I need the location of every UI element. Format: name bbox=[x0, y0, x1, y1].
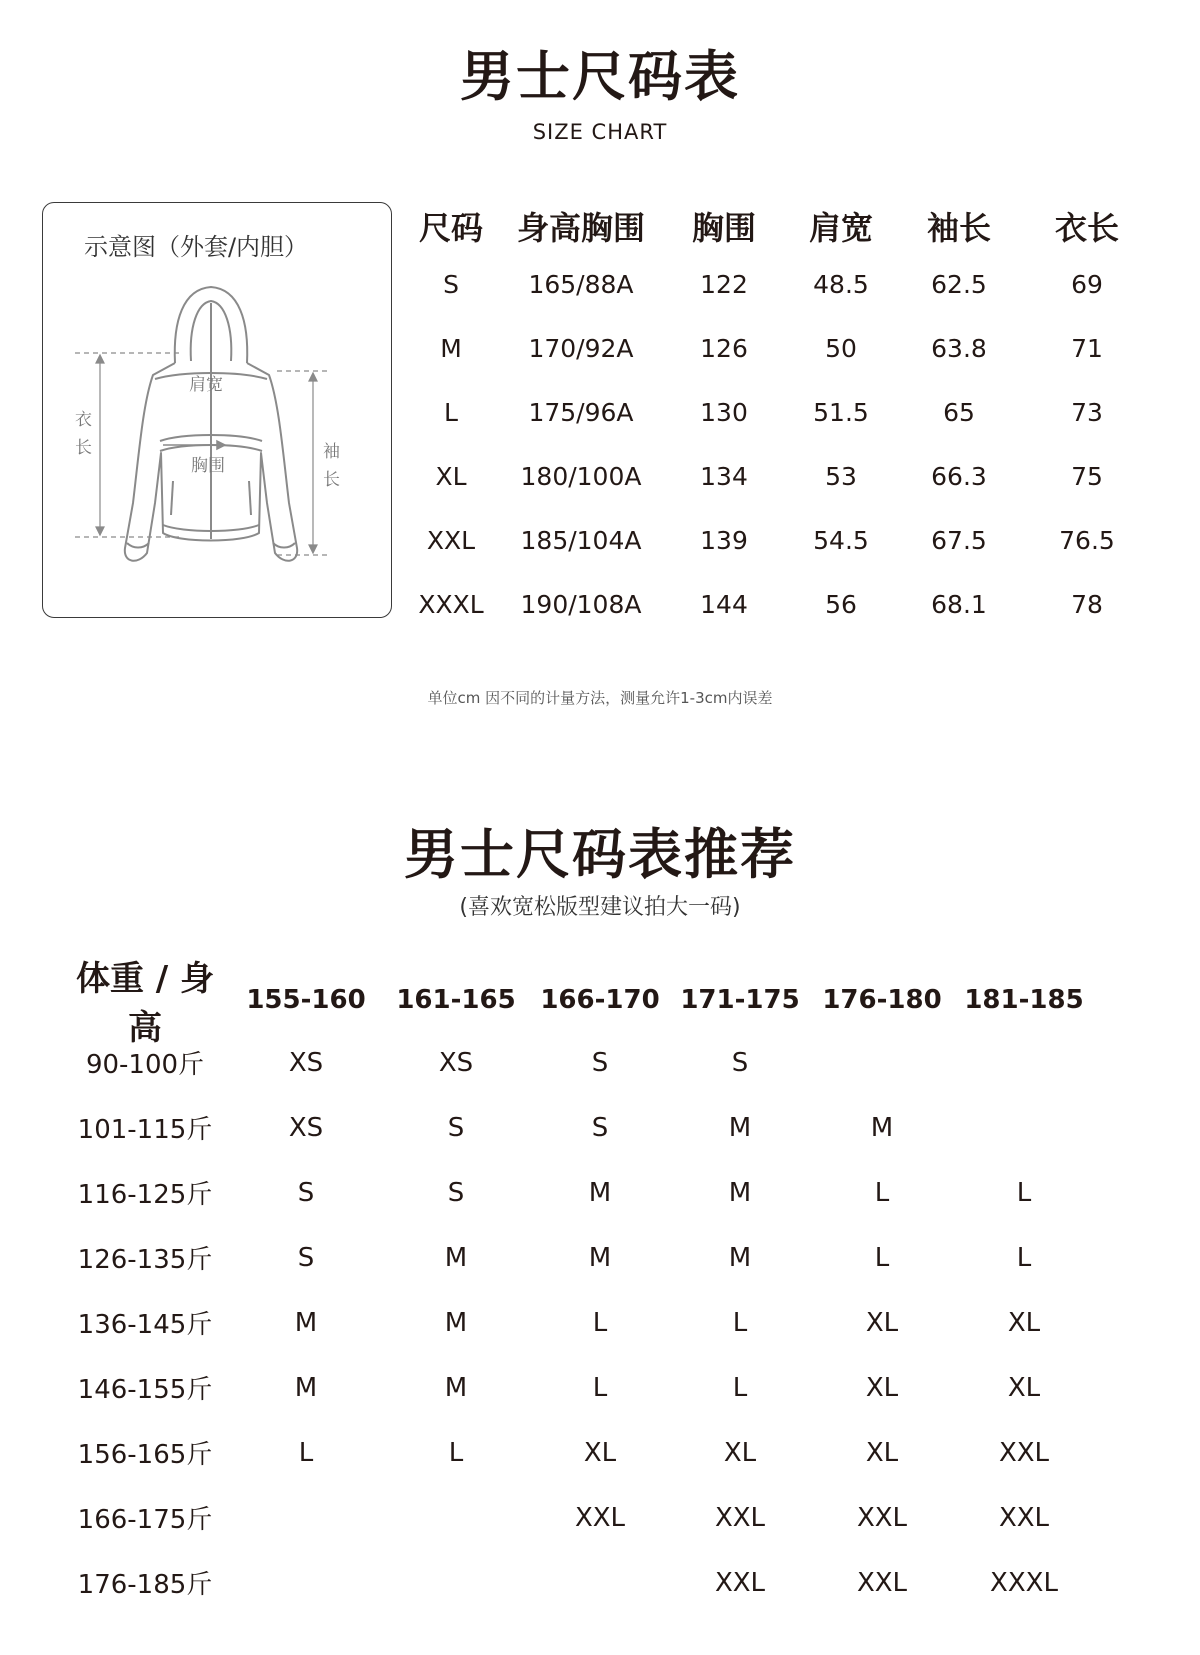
length-label-top: 衣 bbox=[75, 410, 92, 430]
table-cell: 139 bbox=[700, 525, 748, 555]
shoulder-label: 肩宽 bbox=[189, 375, 223, 395]
column-header: 166-170 bbox=[540, 985, 660, 1015]
column-header: 体重 / 身高 bbox=[75, 959, 215, 1048]
table-cell: L bbox=[732, 1372, 748, 1403]
column-header: 胸围 bbox=[691, 209, 756, 247]
table-cell: S bbox=[591, 1112, 609, 1143]
table-cell: XXL bbox=[856, 1567, 908, 1598]
table-cell: 76.5 bbox=[1059, 525, 1115, 555]
table-cell: 66.3 bbox=[931, 461, 987, 491]
table-cell: 165/88A bbox=[528, 269, 634, 299]
column-header: 161-165 bbox=[396, 985, 516, 1015]
column-header: 171-175 bbox=[680, 985, 800, 1015]
table-cell: M bbox=[444, 1242, 468, 1273]
table-cell: S bbox=[591, 1047, 609, 1078]
row-label: 101-115斤 bbox=[77, 1115, 213, 1145]
table-cell: XXL bbox=[714, 1567, 766, 1598]
sleeve-label-bottom: 长 bbox=[323, 470, 340, 490]
table-cell: L bbox=[298, 1437, 314, 1468]
table-cell: L bbox=[1016, 1242, 1032, 1273]
table-cell: XL bbox=[865, 1372, 899, 1403]
table-cell: XXXL bbox=[990, 1567, 1058, 1598]
table-cell: 67.5 bbox=[931, 525, 987, 555]
table-row bbox=[60, 1550, 1160, 1615]
table-cell: 71 bbox=[1071, 333, 1103, 363]
row-label: S bbox=[443, 269, 459, 299]
table-cell: 122 bbox=[700, 269, 748, 299]
column-header: 181-185 bbox=[964, 985, 1084, 1015]
table-row bbox=[410, 252, 1170, 316]
table-cell: 185/104A bbox=[520, 525, 642, 555]
table-cell: L bbox=[592, 1372, 608, 1403]
table-cell: 56 bbox=[825, 589, 857, 619]
table-cell: 62.5 bbox=[931, 269, 987, 299]
table-cell: 54.5 bbox=[813, 525, 869, 555]
table-cell: XXL bbox=[998, 1437, 1050, 1468]
table-cell: 65 bbox=[943, 397, 975, 427]
column-header: 袖长 bbox=[926, 209, 991, 247]
size-chart-table bbox=[410, 200, 1170, 636]
row-label: XXL bbox=[426, 525, 476, 555]
table-cell: M bbox=[728, 1112, 752, 1143]
table-cell: L bbox=[1016, 1177, 1032, 1208]
table-cell: 48.5 bbox=[813, 269, 869, 299]
jacket-illustration bbox=[43, 203, 393, 619]
row-label: 126-135斤 bbox=[77, 1245, 213, 1275]
jacket-diagram bbox=[42, 202, 392, 618]
table-cell: 180/100A bbox=[520, 461, 642, 491]
table-cell: S bbox=[447, 1177, 465, 1208]
table-cell: L bbox=[732, 1307, 748, 1338]
table-cell: 73 bbox=[1071, 397, 1103, 427]
table-cell: M bbox=[294, 1307, 318, 1338]
recommend-title: 男士尺码表推荐 bbox=[404, 823, 796, 886]
page-subtitle: SIZE CHART bbox=[532, 120, 668, 144]
table-cell: XL bbox=[865, 1437, 899, 1468]
column-header: 衣长 bbox=[1054, 209, 1119, 247]
row-label: XXXL bbox=[418, 589, 484, 619]
table-cell: XL bbox=[723, 1437, 757, 1468]
table-cell: M bbox=[728, 1242, 752, 1273]
table-cell: S bbox=[297, 1242, 315, 1273]
row-label: 136-145斤 bbox=[77, 1310, 213, 1340]
column-header: 肩宽 bbox=[808, 209, 873, 247]
table-cell: 144 bbox=[700, 589, 748, 619]
table-cell: 51.5 bbox=[813, 397, 869, 427]
table-cell: XS bbox=[288, 1112, 324, 1143]
table-row bbox=[60, 1290, 1160, 1355]
table-cell: L bbox=[448, 1437, 464, 1468]
row-label: M bbox=[440, 333, 462, 363]
row-label: 116-125斤 bbox=[77, 1180, 213, 1210]
table-cell: S bbox=[447, 1112, 465, 1143]
table-header-row bbox=[410, 200, 1170, 252]
table-cell: 170/92A bbox=[528, 333, 634, 363]
table-cell: S bbox=[297, 1177, 315, 1208]
table-cell: M bbox=[728, 1177, 752, 1208]
table-cell: XXL bbox=[714, 1502, 766, 1533]
table-cell: 190/108A bbox=[520, 589, 642, 619]
table-row bbox=[60, 1485, 1160, 1550]
table-row bbox=[410, 444, 1170, 508]
column-header: 155-160 bbox=[246, 985, 366, 1015]
table-cell: 68.1 bbox=[931, 589, 987, 619]
recommend-subtitle: (喜欢宽松版型建议拍大一码) bbox=[459, 895, 741, 920]
table-row bbox=[60, 1420, 1160, 1485]
row-label: 156-165斤 bbox=[77, 1440, 213, 1470]
row-label: 90-100斤 bbox=[85, 1050, 205, 1080]
table-cell: 63.8 bbox=[931, 333, 987, 363]
chest-label: 胸围 bbox=[191, 456, 225, 476]
table-cell: 50 bbox=[825, 333, 857, 363]
table-cell: M bbox=[444, 1307, 468, 1338]
table-cell: XXL bbox=[856, 1502, 908, 1533]
table-cell: M bbox=[588, 1242, 612, 1273]
table-cell: 126 bbox=[700, 333, 748, 363]
table-row bbox=[60, 1355, 1160, 1420]
row-label: XL bbox=[435, 461, 467, 491]
table-cell: M bbox=[294, 1372, 318, 1403]
row-label: 146-155斤 bbox=[77, 1375, 213, 1405]
table-row bbox=[410, 508, 1170, 572]
table-row bbox=[60, 1095, 1160, 1160]
table-cell: M bbox=[588, 1177, 612, 1208]
table-cell: XXL bbox=[574, 1502, 626, 1533]
table-cell: S bbox=[731, 1047, 749, 1078]
table-header-row bbox=[60, 959, 1160, 1048]
table-cell: 75 bbox=[1071, 461, 1103, 491]
table-cell: M bbox=[444, 1372, 468, 1403]
table-row bbox=[410, 316, 1170, 380]
table-cell: L bbox=[874, 1177, 890, 1208]
table-cell: XL bbox=[1007, 1372, 1041, 1403]
table-cell: 134 bbox=[700, 461, 748, 491]
table-row bbox=[410, 380, 1170, 444]
column-header: 身高胸围 bbox=[516, 209, 645, 247]
length-label-bottom: 长 bbox=[75, 438, 92, 458]
table-cell: XL bbox=[1007, 1307, 1041, 1338]
table-cell: 130 bbox=[700, 397, 748, 427]
page-title: 男士尺码表 bbox=[460, 45, 740, 108]
table-row bbox=[60, 1225, 1160, 1290]
table-cell: 78 bbox=[1071, 589, 1103, 619]
table-cell: 69 bbox=[1071, 269, 1103, 299]
table-cell: XS bbox=[438, 1047, 474, 1078]
table-cell: 175/96A bbox=[528, 397, 634, 427]
table-cell: XL bbox=[583, 1437, 617, 1468]
table-cell: M bbox=[870, 1112, 894, 1143]
recommend-table bbox=[60, 959, 1160, 1615]
diagram-label: 示意图（外套/内胆） bbox=[83, 233, 309, 261]
row-label: 176-185斤 bbox=[77, 1570, 213, 1600]
table-cell: XXL bbox=[998, 1502, 1050, 1533]
table-row bbox=[60, 1160, 1160, 1225]
table-row bbox=[410, 572, 1170, 636]
table-cell: XS bbox=[288, 1047, 324, 1078]
column-header: 176-180 bbox=[822, 985, 942, 1015]
sleeve-label-top: 袖 bbox=[323, 442, 340, 462]
table-cell: XL bbox=[865, 1307, 899, 1338]
table-cell: L bbox=[592, 1307, 608, 1338]
table-cell: 53 bbox=[825, 461, 857, 491]
row-label: 166-175斤 bbox=[77, 1505, 213, 1535]
measurement-note: 单位cm 因不同的计量方法，测量允许1-3cm内误差 bbox=[427, 689, 773, 707]
table-cell: L bbox=[874, 1242, 890, 1273]
row-label: L bbox=[444, 397, 458, 427]
column-header: 尺码 bbox=[418, 209, 483, 247]
